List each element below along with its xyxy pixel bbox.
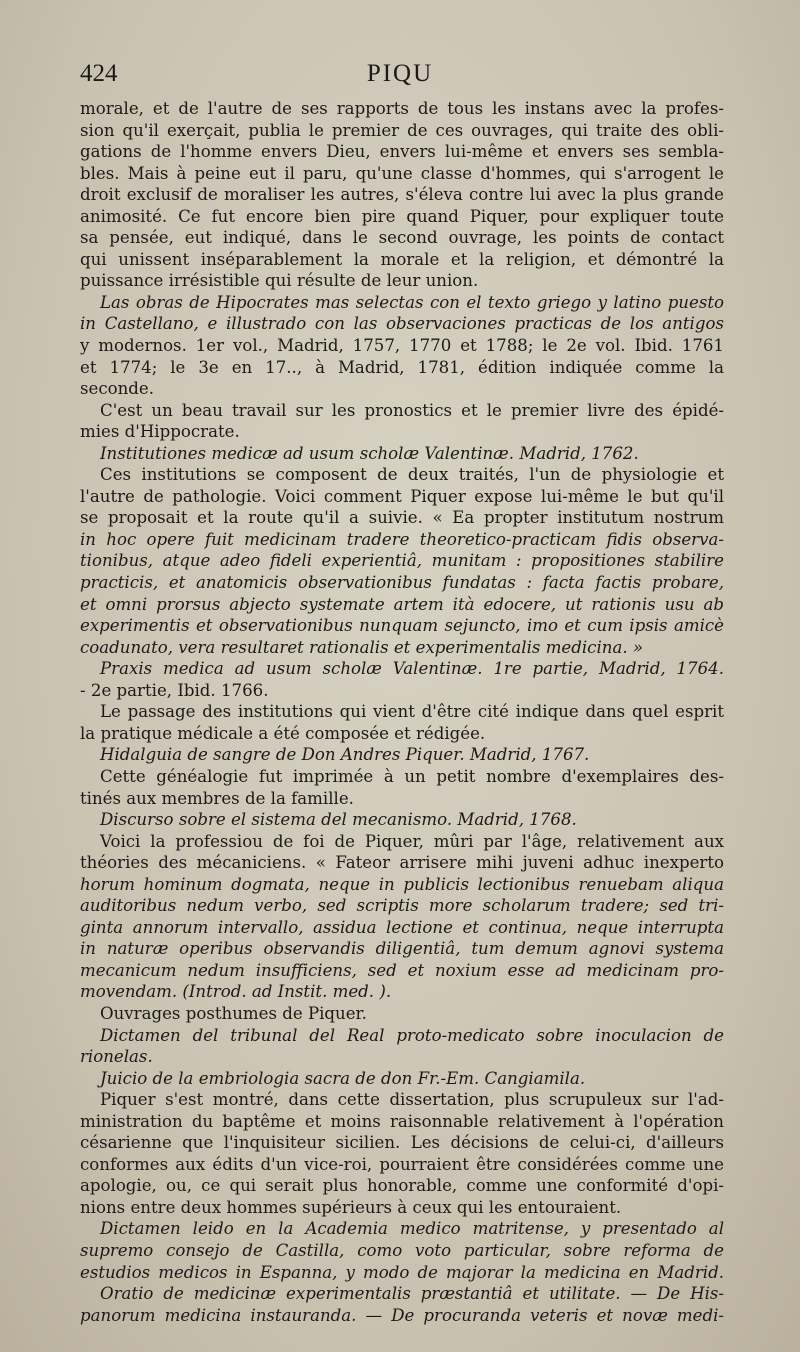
text-line: y modernos. 1er vol., Madrid, 1757, 1770 et 1788; le 2e vol. Ibid. 1761: [80, 336, 724, 356]
text-line: ginta annorum intervallo, assidua lectione et continua, neque interrupta: [80, 917, 724, 937]
text-line: apologie, ou, ce qui serait plus honorable, comme une conformité d'opi-: [80, 1176, 724, 1196]
text-line: Hidalguia de sangre de Don Andres Piquer. Madrid, 1767.: [100, 745, 590, 765]
text-line: coadunato, vera resultaret rationalis et experimentalis medicina. »: [80, 637, 644, 657]
text-line: Praxis medica ad usum scholæ Valentinæ. 1re partie, Madrid, 1764.: [100, 659, 724, 679]
text-line: tinés aux membres de la famille.: [80, 788, 354, 808]
text-line: Dictamen del tribunal del Real proto-medicato sobre inoculacion de: [100, 1025, 724, 1045]
text-line: in hoc opere fuit medicinam tradere theoretico-practicam fidis observa-: [80, 529, 724, 549]
text-line: l'autre de pathologie. Voici comment Piquer expose lui-même le but qu'il: [80, 486, 724, 506]
text-line: seconde.: [80, 379, 155, 399]
running-head: PIQU: [366, 60, 434, 87]
text-line: et 1774; le 3e en 17.., à Madrid, 1781, édition indiquée comme la: [80, 357, 724, 377]
text-line: Le passage des institutions qui vient d'être cité indique dans quel esprit: [100, 702, 724, 722]
text-line: Oratio de medicinæ experimentalis præstantiâ et utilitate. — De His-: [100, 1284, 724, 1304]
text-line: la pratique médicale a été composée et rédigée.: [80, 723, 486, 743]
text-line: horum hominum dogmata, neque in publicis lectionibus renuebam aliqua: [80, 874, 724, 894]
text-line: - 2e partie, Ibid. 1766.: [80, 680, 269, 700]
text-line: gations de l'homme envers Dieu, envers lui-même et envers ses sembla-: [80, 142, 724, 162]
text-line: Ouvrages posthumes de Piquer.: [100, 1003, 367, 1023]
text-line: Juicio de la embriologia sacra de don Fr.-Em. Cangiamila.: [100, 1068, 586, 1088]
text-line: movendam. (Introd. ad Instit. med. ).: [80, 982, 392, 1002]
text-line: supremo consejo de Castilla, como voto particular, sobre reforma de: [80, 1240, 724, 1260]
text-line: Voici la professiou de foi de Piquer, mûri par l'âge, relativement aux: [100, 831, 724, 851]
text-line: auditoribus nedum verbo, sed scriptis more scholarum tradere; sed tri-: [80, 896, 724, 916]
text-line: mecanicum nedum insufficiens, sed et noxium esse ad medicinam pro-: [80, 960, 724, 980]
text-line: théories des mécaniciens. « Fateor arrisere mihi juveni adhuc inexperto: [80, 853, 724, 873]
text-line: mies d'Hippocrate.: [80, 422, 240, 442]
text-line: et omni prorsus abjecto systemate artem ità edocere, ut rationis usu ab: [80, 594, 724, 614]
page-header: [80, 60, 720, 96]
text-line: Discurso sobre el sistema del mecanismo. Madrid, 1768.: [100, 810, 577, 830]
text-line: in Castellano, e illustrado con las observaciones practicas de los antigos: [80, 314, 724, 334]
text-line: practicis, et anatomicis observationibus fundatas : facta factis probare,: [80, 573, 724, 593]
text-line: Piquer s'est montré, dans cette dissertation, plus scrupuleux sur l'ad-: [100, 1090, 724, 1110]
text-line: Ces institutions se composent de deux traités, l'un de physiologie et: [100, 465, 724, 485]
text-line: animosité. Ce fut encore bien pire quand Piquer, pour expliquer toute: [80, 206, 724, 226]
text-line: Dictamen leido en la Academia medico matritense, y presentado al: [100, 1219, 724, 1239]
body-text: [80, 98, 724, 1326]
page-number: 424: [80, 60, 118, 87]
text-line: bles. Mais à peine eut il paru, qu'une classe d'hommes, qui s'arrogent le: [80, 163, 724, 183]
text-line: qui unissent inséparablement la morale et la religion, et démontré la: [80, 249, 724, 269]
text-line: tionibus, atque adeo fideli experientiâ, munitam : propositiones stabilire: [80, 551, 724, 571]
text-line: sa pensée, eut indiqué, dans le second ouvrage, les points de contact: [80, 228, 724, 248]
text-line: droit exclusif de moraliser les autres, s'éleva contre lui avec la plus grande: [80, 185, 724, 205]
text-line: Las obras de Hipocrates mas selectas con el texto griego y latino puesto: [100, 292, 724, 312]
text-line: experimentis et observationibus nunquam sejuncto, imo et cum ipsis amicè: [80, 616, 724, 636]
text-line: morale, et de l'autre de ses rapports de tous les instans avec la profes-: [80, 99, 724, 118]
text-line: estudios medicos in Espanna, y modo de majorar la medicina en Madrid.: [80, 1262, 724, 1282]
text-line: Institutiones medicæ ad usum scholæ Valentinæ. Madrid, 1762.: [100, 443, 639, 463]
text-line: nions entre deux hommes supérieurs à ceux qui les entouraient.: [80, 1197, 622, 1217]
text-line: in naturæ operibus observandis diligentiâ, tum demum agnovi systema: [80, 939, 724, 959]
text-line: rionelas.: [80, 1047, 153, 1067]
text-line: conformes aux édits d'un vice-roi, pourraient être considérées comme une: [80, 1154, 724, 1174]
text-line: C'est un beau travail sur les pronostics et le premier livre des épidé-: [100, 400, 724, 420]
text-line: ministration du baptême et moins raisonnable relativement à l'opération: [80, 1111, 724, 1131]
text-line: césarienne que l'inquisiteur sicilien. Les décisions de celui-ci, d'ailleurs: [80, 1133, 724, 1153]
text-line: puissance irrésistible qui résulte de leur union.: [80, 271, 479, 291]
text-line: se proposait et la route qu'il a suivie. « Ea propter institutum nostrum: [80, 508, 724, 528]
text-line: panorum medicina instauranda. — De procuranda veteris et novæ medi-: [80, 1305, 724, 1325]
text-line: Cette généalogie fut imprimée à un petit nombre d'exemplaires des-: [100, 766, 724, 786]
text-line: sion qu'il exerçait, publia le premier de ces ouvrages, qui traite des obli-: [80, 120, 724, 140]
